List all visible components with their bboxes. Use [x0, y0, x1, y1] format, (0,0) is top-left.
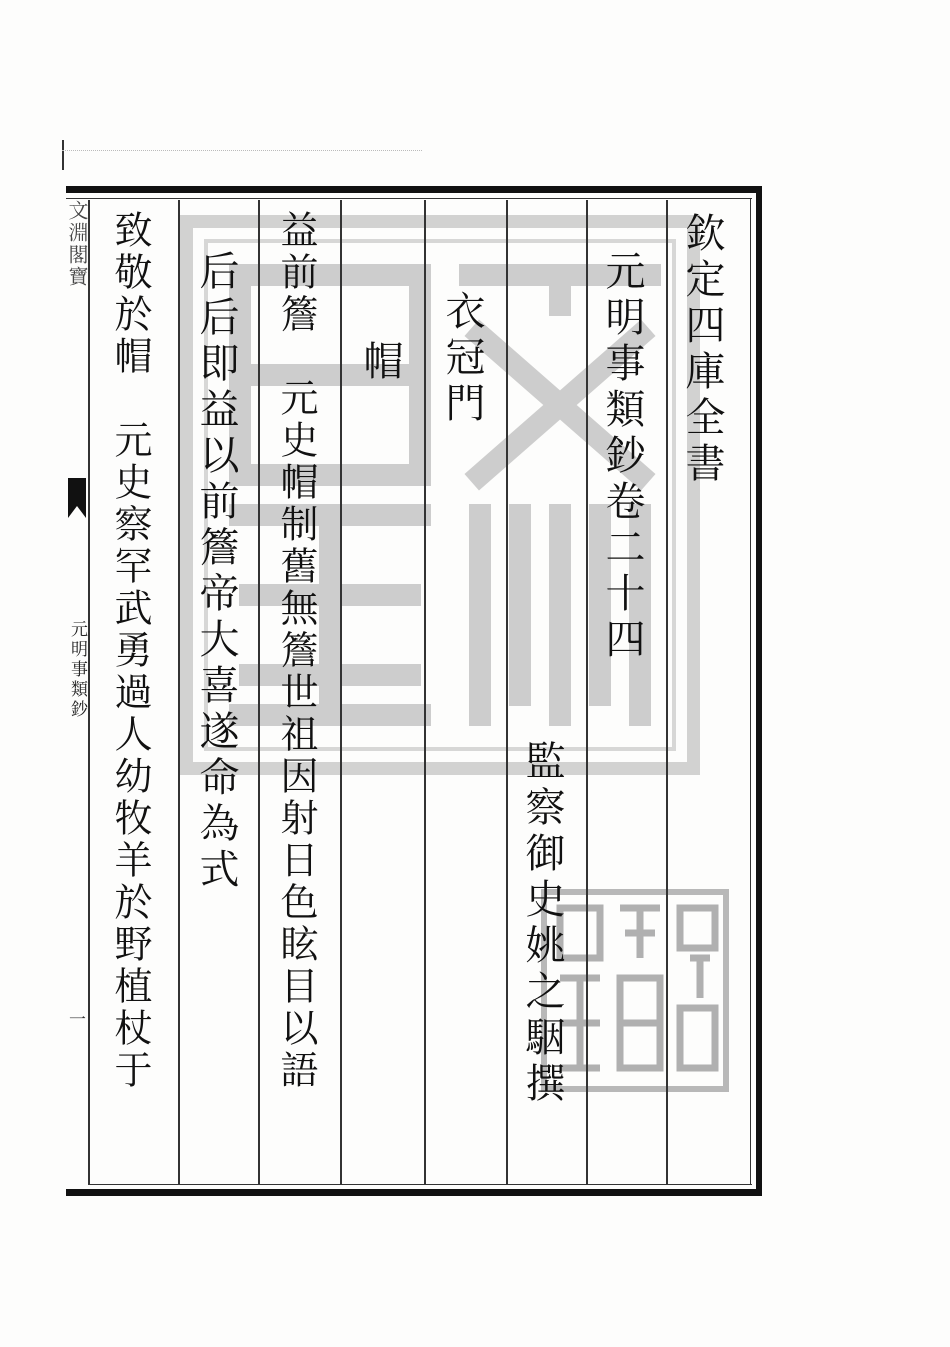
text-column-8: 致敬於帽 元史察罕武勇過人幼牧羊於野植杖于	[108, 210, 152, 1092]
column-rule	[424, 200, 426, 1184]
spine-page-number: 一	[65, 1010, 85, 1027]
scan-artifact-line	[62, 150, 422, 157]
collection-title: 欽定四庫全書	[679, 212, 725, 488]
author-line: 監察御史姚之駰撰	[519, 740, 565, 1108]
frame-inner-bottom-rule	[88, 1184, 752, 1185]
column-rule	[340, 200, 342, 1184]
spine-fragment: 文淵閣寶	[65, 200, 89, 288]
entry-heading: 帽	[357, 340, 403, 386]
column-rule	[258, 200, 260, 1184]
column-rule	[666, 200, 668, 1184]
volume-title: 元明事類鈔卷二十四	[599, 250, 645, 664]
column-rule	[586, 200, 588, 1184]
page-frame	[66, 186, 762, 1196]
column-rule	[178, 200, 180, 1184]
text-column-6: 益前簷 元史帽制舊無簷世祖因射日色眩目以語	[274, 210, 318, 1092]
text-column-7: 后后即益以前簷帝大喜遂命為式	[193, 250, 239, 894]
spine-rule	[88, 200, 90, 1184]
column-rule	[506, 200, 508, 1184]
frame-inner-right-rule	[750, 198, 751, 1184]
spine-title: 元明事類鈔	[67, 620, 87, 720]
section-heading: 衣冠門	[439, 290, 485, 428]
frame-inner-top-rule	[66, 198, 752, 199]
